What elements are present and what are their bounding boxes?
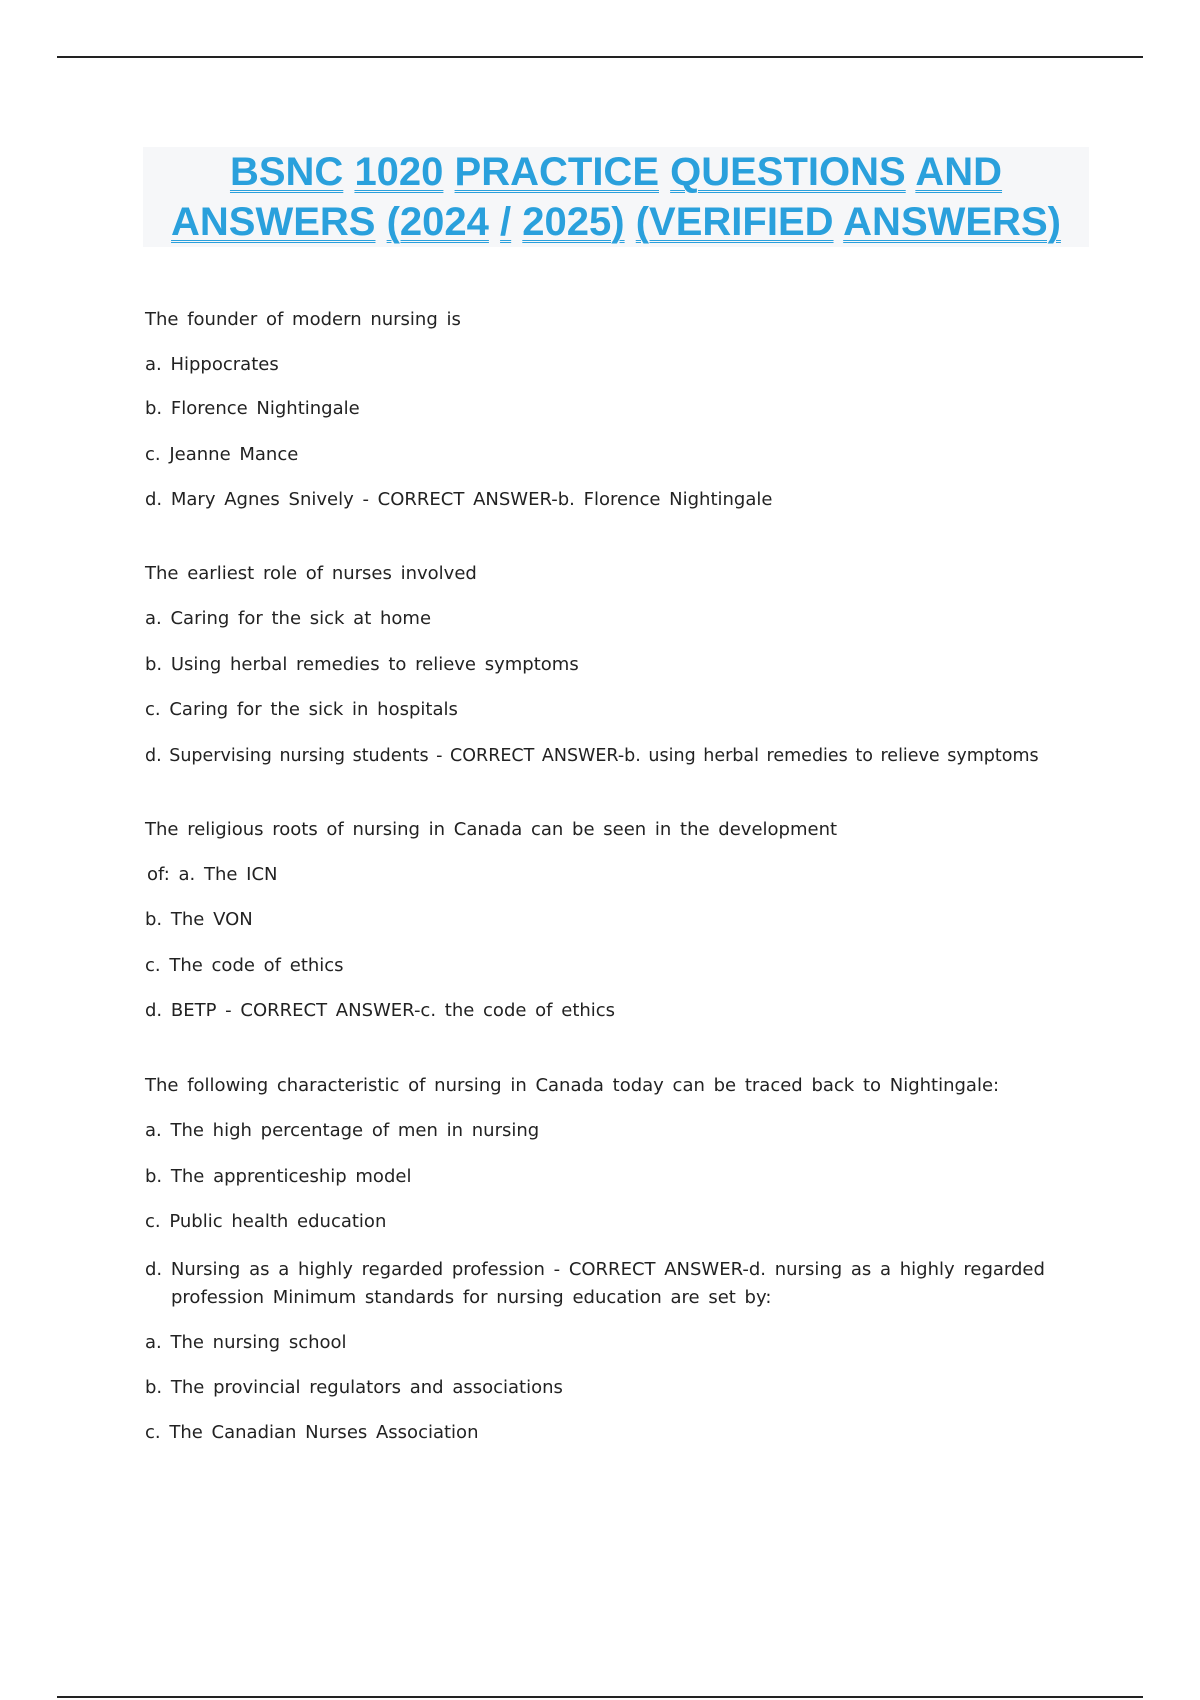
question-stem: The following characteristic of nursing in Canada today can be traced back to Nightingale: xyxy=(145,1075,1000,1096)
answer-option: a. Caring for the sick at home xyxy=(145,608,432,629)
answer-option: c. Jeanne Mance xyxy=(145,444,299,465)
title-word: QUESTIONS xyxy=(670,150,906,194)
title-word: BSNC xyxy=(229,150,344,194)
title-word: (VERIFIED xyxy=(635,200,834,244)
answer-option: b. The VON xyxy=(145,909,253,930)
header-rule xyxy=(57,56,1143,58)
title-word: AND xyxy=(915,150,1003,194)
answer-option: b. The apprenticeship model xyxy=(145,1166,412,1187)
answer-option: a. The high percentage of men in nursing xyxy=(145,1120,540,1141)
title-word: ANSWERS xyxy=(171,200,376,244)
answer-option: b. Using herbal remedies to relieve symptoms xyxy=(145,654,579,675)
title-word: ANSWERS) xyxy=(843,200,1061,244)
title-word: PRACTICE xyxy=(454,150,659,194)
question-stem: The religious roots of nursing in Canada can be seen in the development xyxy=(145,819,838,840)
title-word: 2025) xyxy=(522,200,625,244)
answer-option-with-correct-answer: d. Mary Agnes Snively - CORRECT ANSWER-b. Florence Nightingale xyxy=(145,489,773,510)
answer-option: c. The Canadian Nurses Association xyxy=(145,1422,479,1443)
answer-option: b. The provincial regulators and associations xyxy=(145,1377,563,1398)
answer-option-with-correct-answer: d. Nursing as a highly regarded profession - CORRECT ANSWER-d. nursing as a highly regarded profession Minimum standards for nursing education are set by: xyxy=(145,1259,1045,1308)
title-word: 1020 xyxy=(354,150,444,194)
answer-option: c. Public health education xyxy=(145,1211,387,1232)
question-stem: The earliest role of nurses involved xyxy=(145,563,477,584)
answer-option: b. Florence Nightingale xyxy=(145,398,360,419)
answer-option: c. The code of ethics xyxy=(145,955,344,976)
answer-option-with-correct-answer: d. Supervising nursing students - CORRECT ANSWER-b. using herbal remedies to relieve symptoms xyxy=(145,746,1039,766)
title-word: / xyxy=(500,200,512,244)
answer-option: a. The nursing school xyxy=(145,1332,347,1353)
answer-option: a. Hippocrates xyxy=(145,354,279,375)
footer-rule xyxy=(57,1696,1143,1698)
title-line-1 xyxy=(143,147,1089,197)
title-word: (2024 xyxy=(386,200,489,244)
answer-option-with-correct-answer: d. BETP - CORRECT ANSWER-c. the code of ethics xyxy=(145,1000,616,1021)
answer-option: of: a. The ICN xyxy=(147,864,278,885)
document-title xyxy=(143,147,1089,247)
title-line-2 xyxy=(143,197,1089,247)
answer-option: c. Caring for the sick in hospitals xyxy=(145,699,458,720)
question-stem: The founder of modern nursing is xyxy=(145,309,461,330)
